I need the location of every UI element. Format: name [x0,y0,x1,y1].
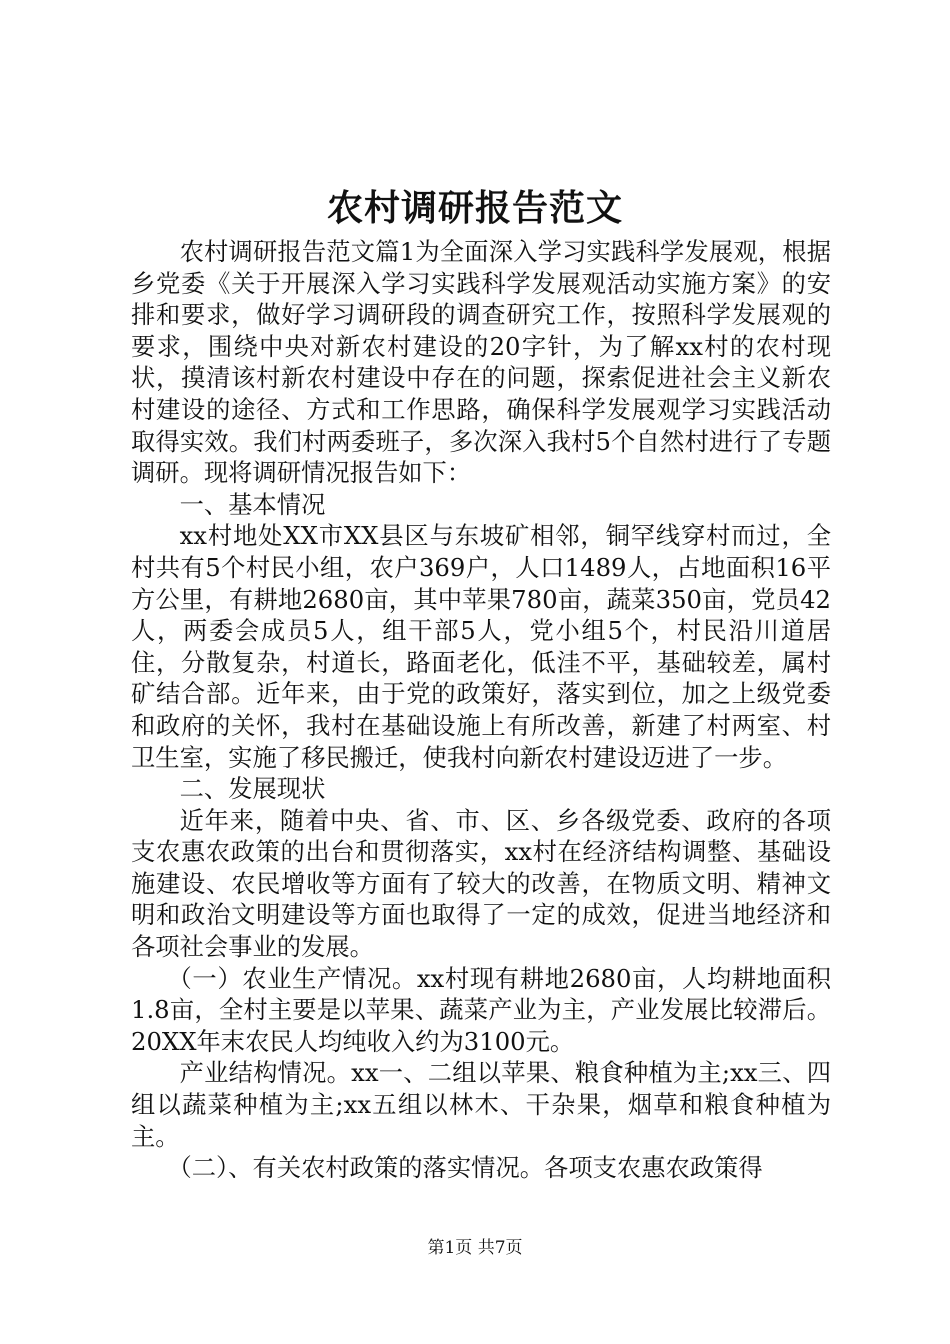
paragraph-agriculture: （一）农业生产情况。xx村现有耕地2680亩，人均耕地面积1.8亩，全村主要是以苹果、蔬菜产业为主，产业发展比较滞后。20XX年末农民人均纯收入约为3100元。 [131,963,831,1056]
paragraph-intro: 农村调研报告范文篇1为全面深入学习实践科学发展观，根据乡党委《关于开展深入学习实践科学发展观活动实施方案》的安排和要求，做好学习调研段的调查研究工作，按照科学发展观的要求，围绕中央对新农村建设的20字针，为了解xx村的农村现状，摸清该村新农村建设中存在的问题，探索促进社会主义新农村建设的途径、方式和工作思路，确保科学发展观学习实践活动取得实效。我们村两委班子，多次深入我村5个自然村进行了专题调研。现将调研情况报告如下： [131,237,831,488]
paragraph-industry-structure: 产业结构情况。xx一、二组以苹果、粮食种植为主;xx三、四组以蔬菜种植为主;xx五组以林木、干杂果，烟草和粮食种植为主。 [131,1058,831,1151]
page-number: 第1页 共7页 [427,1238,523,1258]
section-heading-basic: 一、基本情况 [179,489,326,519]
document-body [131,236,831,1184]
paragraph-policy: （二）、有关农村政策的落实情况。各项支农惠农政策得 [167,1153,763,1183]
document-title: 农村调研报告范文 [326,187,623,229]
paragraph-basic-situation: xx村地处XX市XX县区与东坡矿相邻，铜罕线穿村而过，全村共有5个村民小组，农户369户，人口1489人，占地面积16平方公里，有耕地2680亩，其中苹果780亩，蔬菜350亩，党员42人，两委会成员5人，组干部5人，党小组5个，村民沿川道居住，分散复杂，村道长，路面老化，低洼不平，基础较差，属村矿结合部。近年来，由于党的政策好，落实到位，加之上级党委和政府的关怀，我村在基础设施上有所改善，新建了村两室、村卫生室，实施了移民搬迁，使我村向新农村建设迈进了一步。 [131,521,831,772]
section-heading-development: 二、发展现状 [179,774,326,804]
paragraph-development: 近年来，随着中央、省、市、区、乡各级党委、政府的各项支农惠农政策的出台和贯彻落实，xx村在经济结构调整、基础设施建设、农民增收等方面有了较大的改善，在物质文明、精神文明和政治文明建设等方面也取得了一定的成效，促进当地经济和各项社会事业的发展。 [131,805,831,962]
